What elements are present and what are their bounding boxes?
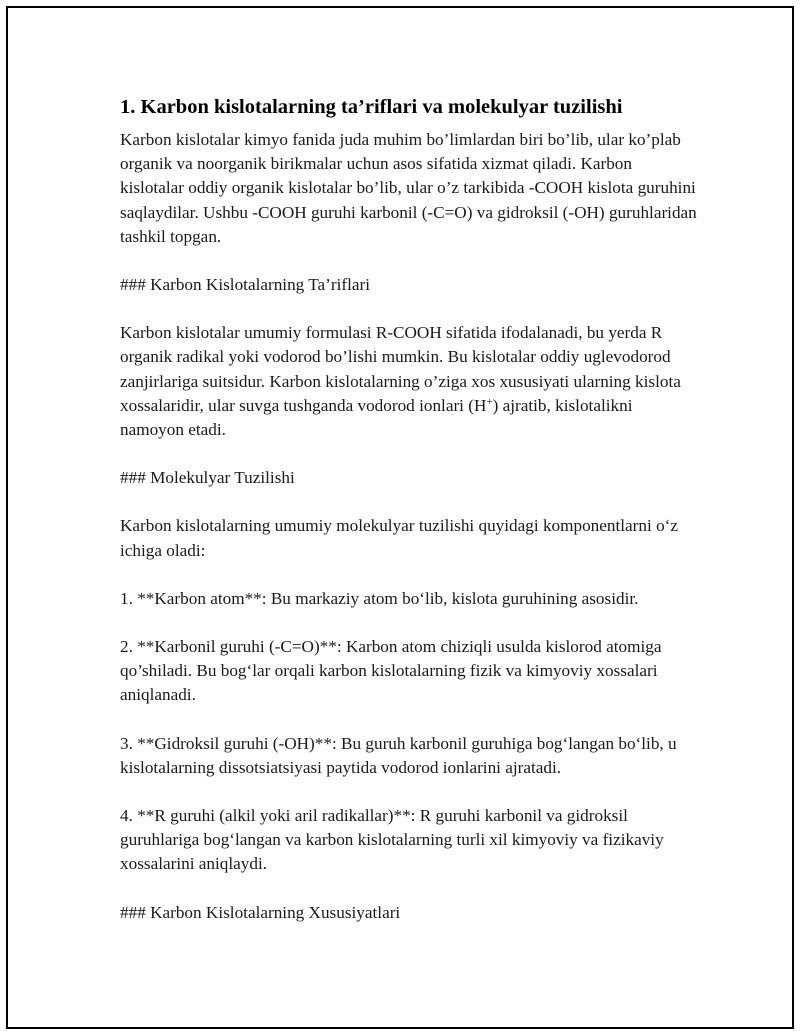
list-item-r-group: 4. **R guruhi (alkil yoki aril radikallar)**: R guruhi karbonil va gidroksil guruhlariga bog‘langan va karbon kislotalarning turli xil kimyoviy va fizikaviy xossalarini aniqlaydi. bbox=[120, 806, 664, 874]
list-item-carbon-atom: 1. **Karbon atom**: Bu markaziy atom bo‘lib, kislota guruhining asosidir. bbox=[120, 588, 639, 608]
structure-intro-paragraph: Karbon kislotalarning umumiy molekulyar tuzilishi quyidagi komponentlarni o‘z ichiga oladi: bbox=[120, 516, 679, 560]
list-item-hydroxyl-group: 3. **Gidroksil guruhi (-OH)**: Bu guruh karbonil guruhiga bog‘langan bo‘lib, u kislotalarning dissotsiatsiyasi paytida vodorod ionlarini ajratadi. bbox=[120, 733, 677, 777]
heading-properties: ### Karbon Kislotalarning Xususiyatlari bbox=[120, 902, 401, 922]
heading-structure: ### Molekulyar Tuzilishi bbox=[120, 468, 295, 488]
definitions-paragraph bbox=[120, 321, 700, 442]
intro-paragraph: Karbon kislotalar kimyo fanida juda muhim bo’limlardan biri bo’lib, ular ko’plab organik va noorganik birikmalar uchun asos sifatida xizmat qiladi. Karbon kislotalar oddiy organik kislotalar bo’lib, ular o’z tarkibida -COOH kislota guruhini saqlaydilar. Ushbu -COOH guruhi karbonil (-C=O) va gidroksil (-OH) guruhlaridan tashkil topgan. bbox=[120, 130, 697, 246]
definitions-text: Karbon kislotalar umumiy formulasi R-COOH sifatida ifodalanadi, bu yerda R organik radikal yoki vodorod bo’lishi mumkin. Bu kislotalar oddiy uglevodorod zanjirlariga suitsidur. Karbon kislotalarning o’ziga xos xususiyati ularning kislota xossalaridir, ular suvga tushganda vodorod ionlari (H bbox=[120, 323, 681, 415]
heading-definitions: ### Karbon Kislotalarning Ta’riflari bbox=[120, 275, 371, 295]
hydrogen-ion-superscript: + bbox=[486, 395, 493, 408]
list-item-carbonyl-group: 2. **Karbonil guruhi (-C=O)**: Karbon atom chiziqli usulda kislorod atomiga qo’shiladi. Bu bog‘lar orqali karbon kislotalarning fizik va kimyoviy xossalari aniqlanadi. bbox=[120, 637, 662, 705]
page-title: 1. Karbon kislotalarning ta’riflari va molekulyar tuzilishi bbox=[120, 96, 623, 118]
page-frame bbox=[6, 6, 794, 1029]
document-content bbox=[120, 94, 700, 949]
definitions-text-end: ) ajratib, kislotalikni namoyon etadi. bbox=[120, 395, 633, 440]
